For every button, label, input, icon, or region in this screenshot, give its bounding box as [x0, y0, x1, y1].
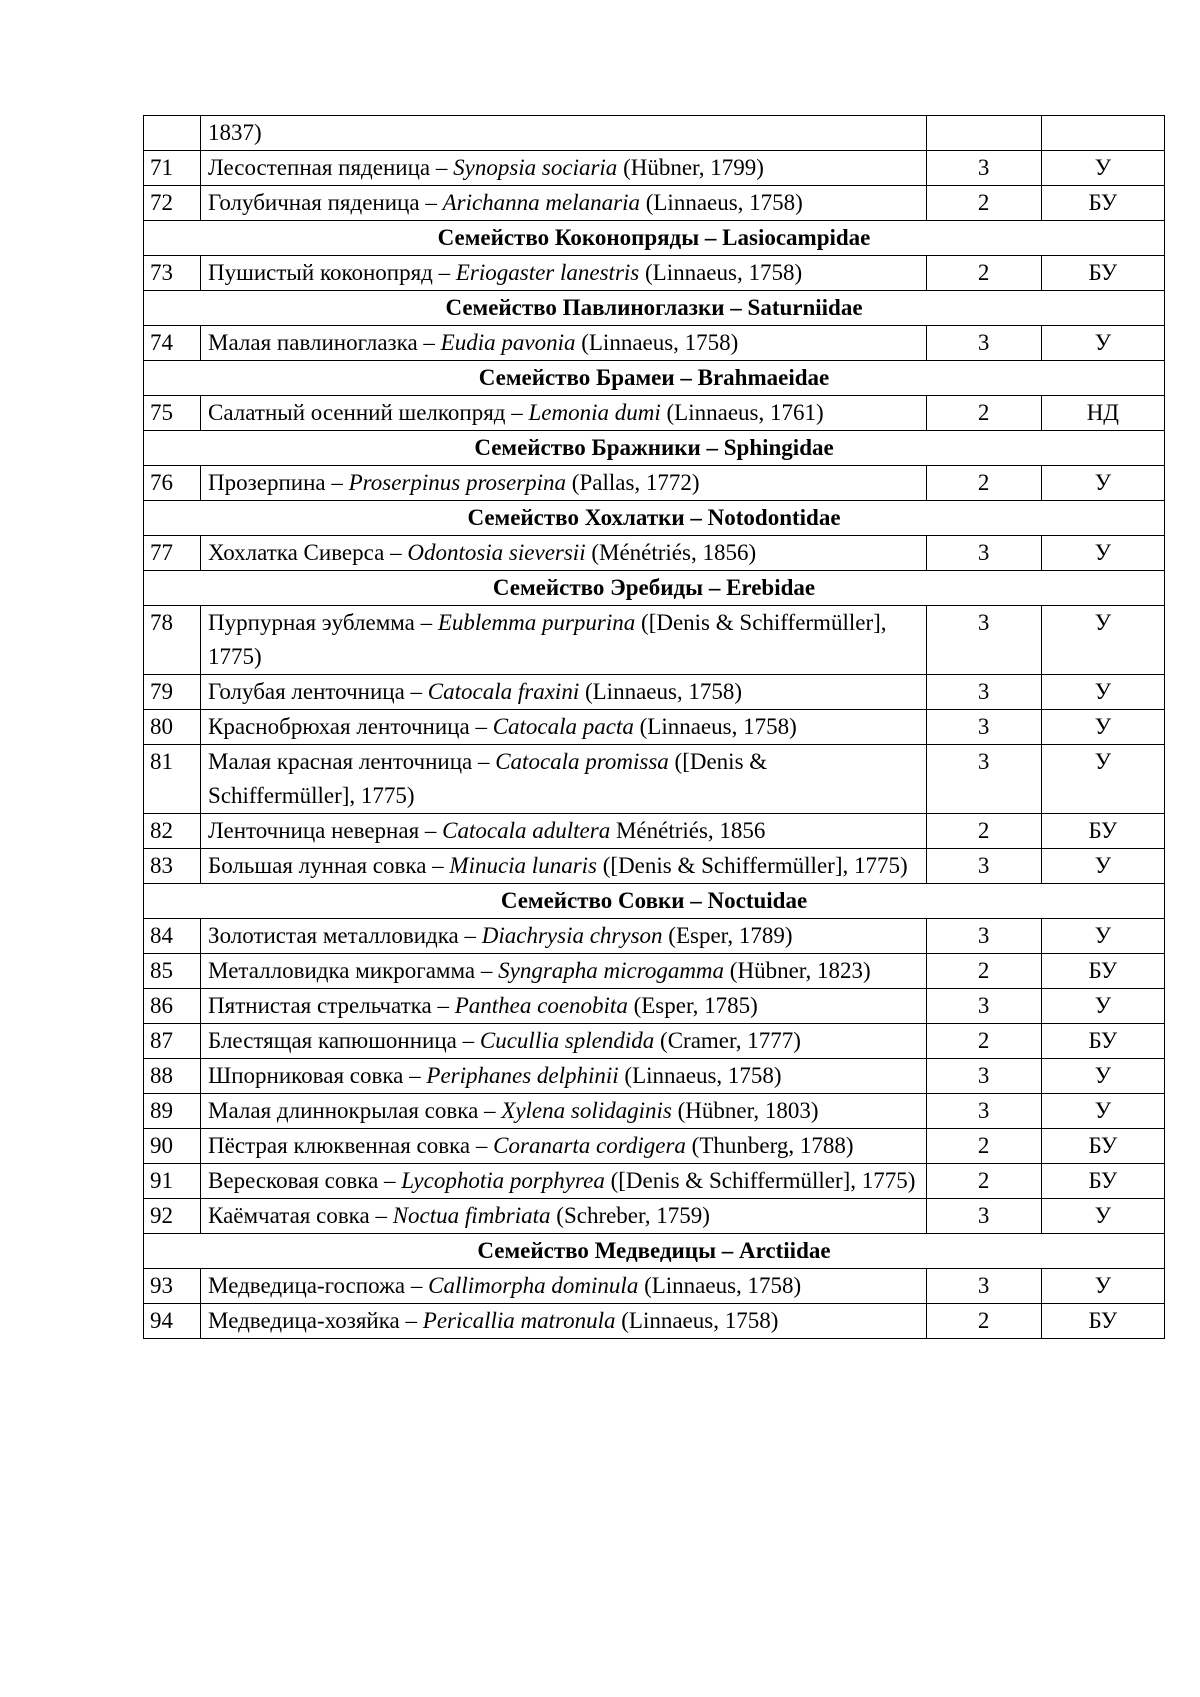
row-number: 83 — [144, 849, 201, 884]
category-cell: 2 — [926, 396, 1041, 431]
author-year: ([Denis & Schiffermüller], 1775) — [597, 853, 908, 878]
latin-name: Xylena solidaginis — [501, 1098, 672, 1123]
status-cell: БУ — [1041, 1164, 1164, 1199]
latin-name: Pericallia matronula — [422, 1308, 616, 1333]
status-cell: БУ — [1041, 1304, 1164, 1339]
author-year: ([Denis & Schiffermüller], 1775) — [604, 1168, 916, 1193]
family-header: Семейство Хохлатки – Notodontidae — [144, 501, 1165, 536]
name-separator: – — [505, 400, 529, 425]
latin-name: Noctua fimbriata — [392, 1203, 551, 1228]
family-header-row — [144, 221, 1165, 256]
status-cell: У — [1041, 1059, 1164, 1094]
status-cell — [1041, 116, 1164, 151]
author-year: (Linnaeus, 1758) — [639, 190, 803, 215]
status-cell: У — [1041, 151, 1164, 186]
table-row — [144, 1164, 1165, 1199]
status-cell: БУ — [1041, 814, 1164, 849]
latin-name: Eriogaster lanestris — [455, 260, 640, 285]
author-year: (Hübner, 1823) — [724, 958, 871, 983]
category-cell: 2 — [926, 186, 1041, 221]
species-name-cell — [201, 1164, 927, 1199]
family-header-row — [144, 1234, 1165, 1269]
status-cell: НД — [1041, 396, 1164, 431]
family-header: Семейство Медведицы – Arctiidae — [144, 1234, 1165, 1269]
author-year: (Esper, 1789) — [662, 923, 793, 948]
species-name-cell — [201, 849, 927, 884]
latin-name: Coranarta cordigera — [493, 1133, 686, 1158]
latin-name: Eublemma purpurina — [437, 610, 636, 635]
name-separator: – — [399, 1308, 423, 1333]
common-name: Пёстрая клюквенная совка — [208, 1133, 471, 1158]
table-row — [144, 675, 1165, 710]
row-number: 79 — [144, 675, 201, 710]
species-name-cell — [201, 396, 927, 431]
category-cell: 3 — [926, 1094, 1041, 1129]
common-name: Голубая ленточница — [208, 679, 405, 704]
category-cell: 3 — [926, 710, 1041, 745]
row-number: 86 — [144, 989, 201, 1024]
family-header-row — [144, 501, 1165, 536]
category-cell: 2 — [926, 1304, 1041, 1339]
category-cell: 3 — [926, 745, 1041, 814]
latin-name: Diachrysia chryson — [481, 923, 663, 948]
table-row — [144, 849, 1165, 884]
species-name-cell — [201, 1129, 927, 1164]
table-row — [144, 1199, 1165, 1234]
name-separator: – — [419, 190, 443, 215]
table-row — [144, 186, 1165, 221]
category-cell: 2 — [926, 256, 1041, 291]
common-name: Лесостепная пяденица — [208, 155, 431, 180]
table-row — [144, 396, 1165, 431]
table-row — [144, 1059, 1165, 1094]
author-year: 1837) — [208, 120, 262, 145]
common-name: Малая павлиноглазка — [208, 330, 418, 355]
species-name-cell — [201, 1094, 927, 1129]
common-name: Хохлатка Сиверса — [208, 540, 385, 565]
name-separator: – — [456, 1028, 480, 1053]
latin-name: Synopsia sociaria — [453, 155, 618, 180]
row-number: 72 — [144, 186, 201, 221]
name-separator: – — [472, 749, 496, 774]
latin-name: Syngrapha microgamma — [498, 958, 725, 983]
latin-name: Lemonia dumi — [528, 400, 661, 425]
family-header: Семейство Павлиноглазки – Saturniidae — [144, 291, 1165, 326]
author-year: (Linnaeus, 1758) — [579, 679, 743, 704]
status-cell: БУ — [1041, 1024, 1164, 1059]
table-row — [144, 1304, 1165, 1339]
common-name: Блестящая капюшонница — [208, 1028, 457, 1053]
name-separator: – — [404, 679, 428, 704]
table-row — [144, 1269, 1165, 1304]
row-number: 94 — [144, 1304, 201, 1339]
latin-name: Proserpinus proserpina — [348, 470, 567, 495]
name-separator: – — [419, 818, 443, 843]
category-cell: 3 — [926, 326, 1041, 361]
species-name-cell — [201, 989, 927, 1024]
common-name: Пушистый коконопряд — [208, 260, 433, 285]
species-name-cell — [201, 1304, 927, 1339]
family-header: Семейство Совки – Noctuidae — [144, 884, 1165, 919]
row-number: 81 — [144, 745, 201, 814]
table-row — [144, 1024, 1165, 1059]
table-row — [144, 989, 1165, 1024]
category-cell: 2 — [926, 466, 1041, 501]
author-year: (Pallas, 1772) — [566, 470, 700, 495]
name-separator: – — [432, 260, 456, 285]
status-cell: БУ — [1041, 256, 1164, 291]
species-name-cell — [201, 1199, 927, 1234]
category-cell: 3 — [926, 675, 1041, 710]
species-name-cell — [201, 606, 927, 675]
category-cell: 3 — [926, 919, 1041, 954]
species-name-cell — [201, 536, 927, 571]
latin-name: Eudia pavonia — [440, 330, 576, 355]
name-separator: – — [431, 993, 455, 1018]
table-row — [144, 256, 1165, 291]
name-separator: – — [384, 540, 408, 565]
common-name: Золотистая металловидка — [208, 923, 459, 948]
row-number: 74 — [144, 326, 201, 361]
category-cell: 2 — [926, 1129, 1041, 1164]
row-number: 78 — [144, 606, 201, 675]
common-name: Медведица-хозяйка — [208, 1308, 400, 1333]
family-header-row — [144, 291, 1165, 326]
category-cell: 3 — [926, 606, 1041, 675]
category-cell: 3 — [926, 536, 1041, 571]
family-header: Семейство Коконопряды – Lasiocampidae — [144, 221, 1165, 256]
row-number: 87 — [144, 1024, 201, 1059]
species-name-cell — [201, 745, 927, 814]
status-cell: У — [1041, 849, 1164, 884]
table-row — [144, 151, 1165, 186]
name-separator: – — [458, 923, 482, 948]
table-row — [144, 466, 1165, 501]
common-name: Малая красная ленточница — [208, 749, 473, 774]
name-separator: – — [470, 1133, 494, 1158]
latin-name: Panthea coenobita — [454, 993, 628, 1018]
name-separator: – — [378, 1168, 402, 1193]
author-year: (Linnaeus, 1758) — [615, 1308, 779, 1333]
author-year: ([Denis & Schiffermüller], 1775) — [208, 749, 768, 808]
status-cell: У — [1041, 326, 1164, 361]
author-year: (Hübner, 1803) — [671, 1098, 819, 1123]
row-number: 92 — [144, 1199, 201, 1234]
name-separator: – — [478, 1098, 502, 1123]
row-number: 77 — [144, 536, 201, 571]
common-name: Каёмчатая совка — [208, 1203, 370, 1228]
author-year: (Ménétriés, 1856) — [585, 540, 757, 565]
species-table — [143, 115, 1165, 1339]
row-number: 71 — [144, 151, 201, 186]
name-separator: – — [430, 155, 454, 180]
table-row — [144, 326, 1165, 361]
family-header: Семейство Бражники – Sphingidae — [144, 431, 1165, 466]
name-separator: – — [325, 470, 349, 495]
category-cell — [926, 116, 1041, 151]
category-cell: 3 — [926, 1199, 1041, 1234]
category-cell: 2 — [926, 1164, 1041, 1199]
common-name: Металловидка микрогамма — [208, 958, 476, 983]
common-name: Ленточница неверная — [208, 818, 420, 843]
row-number: 84 — [144, 919, 201, 954]
status-cell: У — [1041, 710, 1164, 745]
author-year: (Linnaeus, 1758) — [618, 1063, 782, 1088]
row-number: 80 — [144, 710, 201, 745]
author-year: (Esper, 1785) — [627, 993, 758, 1018]
author-year: (Linnaeus, 1758) — [639, 260, 803, 285]
row-number: 88 — [144, 1059, 201, 1094]
author-year: (Linnaeus, 1758) — [633, 714, 797, 739]
author-year: ([Denis & Schiffermüller], 1775) — [208, 610, 887, 669]
status-cell: У — [1041, 745, 1164, 814]
author-year: (Schreber, 1759) — [550, 1203, 710, 1228]
status-cell: У — [1041, 466, 1164, 501]
row-number: 93 — [144, 1269, 201, 1304]
species-name-cell — [201, 814, 927, 849]
common-name: Салатный осенний шелкопряд — [208, 400, 506, 425]
family-header-row — [144, 361, 1165, 396]
common-name: Краснобрюхая ленточница — [208, 714, 470, 739]
latin-name: Minucia lunaris — [449, 853, 597, 878]
family-header-row — [144, 431, 1165, 466]
common-name: Большая лунная совка — [208, 853, 427, 878]
name-separator: – — [369, 1203, 393, 1228]
row-number: 90 — [144, 1129, 201, 1164]
name-separator: – — [414, 610, 438, 635]
name-separator: – — [469, 714, 493, 739]
status-cell: У — [1041, 919, 1164, 954]
common-name: Медведица-госпожа — [208, 1273, 406, 1298]
status-cell: БУ — [1041, 1129, 1164, 1164]
common-name: Вересковая совка — [208, 1168, 379, 1193]
row-number: 85 — [144, 954, 201, 989]
status-cell: У — [1041, 989, 1164, 1024]
table-row — [144, 1094, 1165, 1129]
table-row — [144, 536, 1165, 571]
category-cell: 3 — [926, 151, 1041, 186]
species-name-cell — [201, 1269, 927, 1304]
status-cell: У — [1041, 536, 1164, 571]
species-name-cell — [201, 326, 927, 361]
row-number: 91 — [144, 1164, 201, 1199]
species-name-cell — [201, 186, 927, 221]
table-row — [144, 116, 1165, 151]
latin-name: Periphanes delphinii — [426, 1063, 619, 1088]
row-number: 89 — [144, 1094, 201, 1129]
species-name-cell — [201, 954, 927, 989]
common-name: Малая длиннокрылая совка — [208, 1098, 479, 1123]
common-name: Шпорниковая совка — [208, 1063, 404, 1088]
latin-name: Catocala pacta — [492, 714, 634, 739]
species-table-body — [144, 116, 1165, 1339]
row-number: 76 — [144, 466, 201, 501]
family-header: Семейство Эребиды – Erebidae — [144, 571, 1165, 606]
common-name: Прозерпина — [208, 470, 326, 495]
status-cell: У — [1041, 1094, 1164, 1129]
table-row — [144, 606, 1165, 675]
status-cell: У — [1041, 1199, 1164, 1234]
species-name-cell — [201, 710, 927, 745]
author-year: (Hübner, 1799) — [617, 155, 764, 180]
species-name-cell — [201, 1059, 927, 1094]
name-separator: – — [426, 853, 450, 878]
row-number: 73 — [144, 256, 201, 291]
latin-name: Catocala promissa — [495, 749, 669, 774]
species-name-cell — [201, 919, 927, 954]
latin-name: Callimorpha dominula — [428, 1273, 639, 1298]
author-year: Ménétriés, 1856 — [610, 818, 766, 843]
category-cell: 2 — [926, 954, 1041, 989]
latin-name: Cucullia splendida — [479, 1028, 655, 1053]
status-cell: БУ — [1041, 954, 1164, 989]
table-row — [144, 919, 1165, 954]
status-cell: У — [1041, 1269, 1164, 1304]
family-header: Семейство Брамеи – Brahmaeidae — [144, 361, 1165, 396]
species-name-cell — [201, 116, 927, 151]
author-year: (Thunberg, 1788) — [685, 1133, 854, 1158]
family-header-row — [144, 571, 1165, 606]
row-number: 82 — [144, 814, 201, 849]
species-name-cell — [201, 675, 927, 710]
latin-name: Catocala fraxini — [427, 679, 580, 704]
category-cell: 2 — [926, 1024, 1041, 1059]
species-name-cell — [201, 1024, 927, 1059]
latin-name: Catocala adultera — [442, 818, 611, 843]
table-row — [144, 710, 1165, 745]
species-name-cell — [201, 256, 927, 291]
status-cell: У — [1041, 675, 1164, 710]
name-separator: – — [417, 330, 441, 355]
author-year: (Cramer, 1777) — [654, 1028, 801, 1053]
author-year: (Linnaeus, 1761) — [660, 400, 824, 425]
latin-name: Lycophotia porphyrea — [401, 1168, 605, 1193]
common-name: Пятнистая стрельчатка — [208, 993, 432, 1018]
table-row — [144, 954, 1165, 989]
category-cell: 3 — [926, 1269, 1041, 1304]
family-header-row — [144, 884, 1165, 919]
species-name-cell — [201, 466, 927, 501]
category-cell: 3 — [926, 1059, 1041, 1094]
row-number — [144, 116, 201, 151]
latin-name: Arichanna melanaria — [442, 190, 640, 215]
table-row — [144, 1129, 1165, 1164]
table-row — [144, 745, 1165, 814]
common-name: Голубичная пяденица — [208, 190, 420, 215]
name-separator: – — [475, 958, 499, 983]
status-cell: БУ — [1041, 186, 1164, 221]
category-cell: 3 — [926, 849, 1041, 884]
row-number: 75 — [144, 396, 201, 431]
table-row — [144, 814, 1165, 849]
category-cell: 3 — [926, 989, 1041, 1024]
species-name-cell — [201, 151, 927, 186]
name-separator: – — [405, 1273, 429, 1298]
latin-name: Odontosia sieversii — [407, 540, 586, 565]
status-cell: У — [1041, 606, 1164, 675]
name-separator: – — [403, 1063, 427, 1088]
author-year: (Linnaeus, 1758) — [575, 330, 739, 355]
category-cell: 2 — [926, 814, 1041, 849]
author-year: (Linnaeus, 1758) — [638, 1273, 802, 1298]
common-name: Пурпурная эублемма — [208, 610, 415, 635]
